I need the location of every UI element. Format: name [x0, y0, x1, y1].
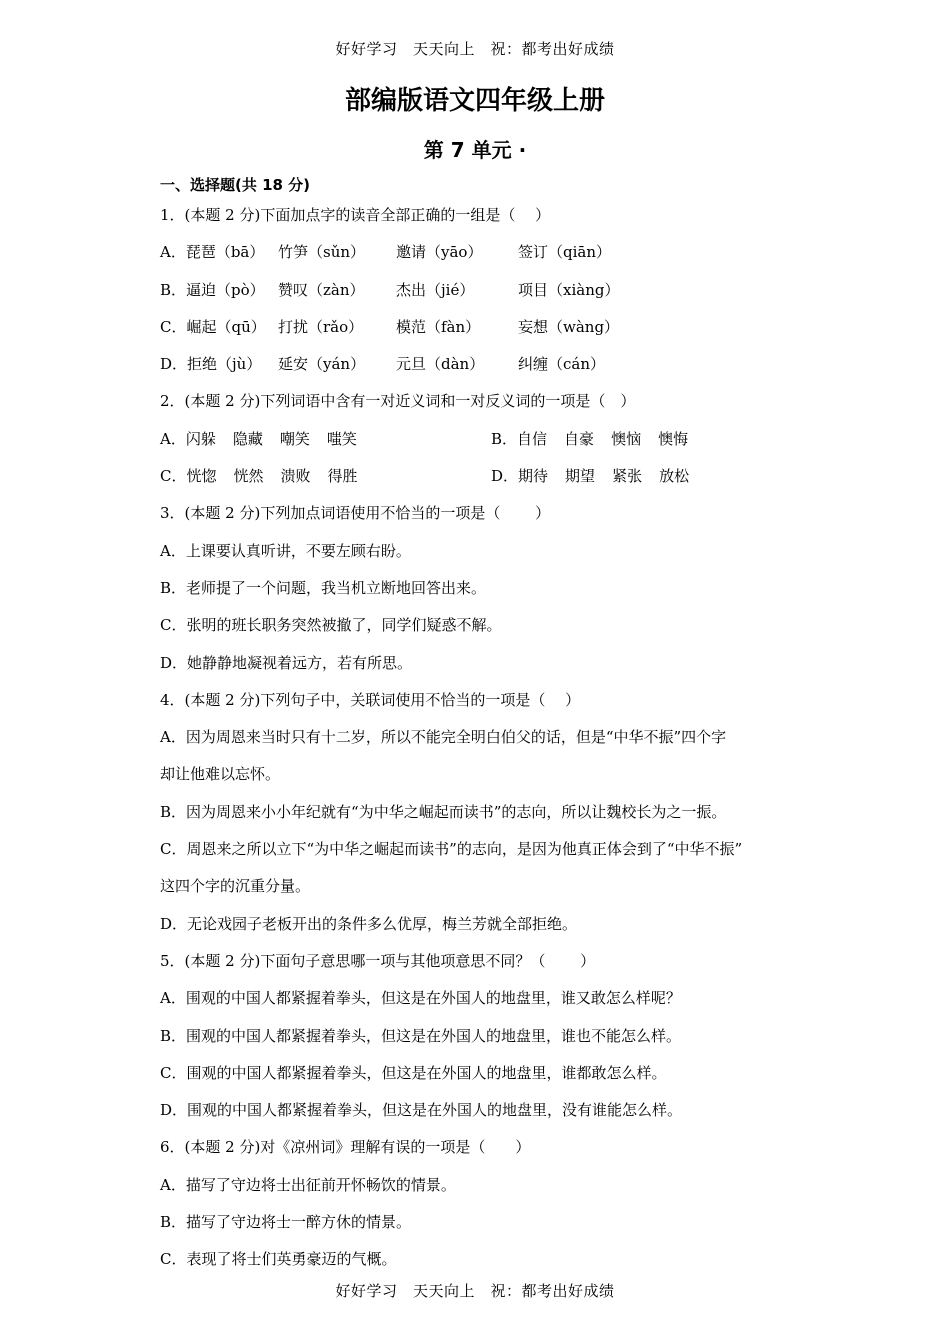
question-3-stem: 3．(本题 2 分)下列加点词语使用不恰当的一项是（ ） — [160, 504, 551, 523]
question-3-option-c: C．张明的班长职务突然被撤了，同学们疑惑不解。 — [160, 616, 502, 635]
question-list — [160, 197, 800, 1279]
question-1-option-a — [160, 234, 800, 271]
option-cell: C．崛起（qū） — [160, 317, 266, 336]
question-1-option-b — [160, 272, 800, 309]
page-footer: 好好学习 天天向上 祝：都考出好成绩 — [335, 1282, 615, 1300]
option-label: A． — [160, 429, 186, 448]
option-word: 期望 — [565, 467, 596, 486]
question-2-option-a — [160, 421, 491, 458]
page-header: 好好学习 天天向上 祝：都考出好成绩 — [335, 40, 615, 58]
option-word: 嗤笑 — [326, 429, 357, 448]
question-5-option-b: B．围观的中国人都紧握着拳头，但这是在外国人的地盘里，谁也不能怎么样。 — [160, 1026, 682, 1045]
option-cell: 延安（yán） — [278, 355, 366, 374]
option-word: 恍惚 — [186, 467, 217, 486]
question-1-stem: 1．(本题 2 分)下面加点字的读音全部正确的一组是（ ） — [160, 206, 551, 224]
question-2-options-cd — [160, 458, 800, 495]
question-3-option-d: D．她静静地凝视着远方，若有所思。 — [160, 653, 413, 672]
question-6-option-c: C．表现了将士们英勇豪迈的气概。 — [160, 1250, 397, 1269]
option-word: 期待 — [518, 467, 549, 486]
option-word: 溃败 — [280, 467, 311, 486]
option-cell: 纠缠（cán） — [518, 355, 606, 374]
question-4-option-a-cont: 却让他难以忘怀。 — [160, 765, 281, 784]
section-heading: 一、选择题(共 18 分) — [160, 176, 311, 194]
question-2-option-b — [491, 421, 688, 458]
option-word: 自信 — [517, 429, 548, 448]
option-cell: 妄想（wàng） — [518, 317, 620, 336]
option-cell: 项目（xiàng） — [518, 280, 620, 299]
option-label: C． — [160, 467, 187, 486]
question-5-stem: 5．(本题 2 分)下面句子意思哪一项与其他项意思不同？（ ） — [160, 951, 596, 970]
option-cell: A．琵琶（bā） — [160, 243, 265, 262]
option-cell: 打扰（rǎo） — [278, 317, 364, 336]
option-cell: 竹笋（sǔn） — [278, 243, 366, 262]
question-4-option-d: D．无论戏园子老板开出的条件多么优厚，梅兰芳就全部拒绝。 — [160, 914, 578, 933]
question-5-option-d: D．围观的中国人都紧握着拳头，但这是在外国人的地盘里，没有谁能怎么样。 — [160, 1101, 683, 1120]
question-3-option-a: A．上课要认真听讲，不要左顾右盼。 — [160, 541, 411, 560]
question-6-option-a: A．描写了守边将士出征前开怀畅饮的情景。 — [160, 1175, 456, 1194]
question-4-stem: 4．(本题 2 分)下列句子中，关联词使用不恰当的一项是（ ） — [160, 690, 581, 709]
question-3-option-b: B．老师提了一个问题，我当机立断地回答出来。 — [160, 578, 487, 597]
option-word: 懊恼 — [611, 429, 642, 448]
question-4-option-a: A．因为周恩来当时只有十二岁，所以不能完全明白伯父的话，但是“中华不振”四个字 — [160, 728, 727, 747]
option-word: 自豪 — [564, 429, 595, 448]
option-label: B． — [491, 429, 518, 448]
option-word: 嘲笑 — [279, 429, 310, 448]
option-word: 懊悔 — [658, 429, 689, 448]
question-4-option-c-cont: 这四个字的沉重分量。 — [160, 877, 311, 896]
option-label: D． — [491, 467, 519, 486]
question-6-stem: 6．(本题 2 分)对《凉州词》理解有误的一项是（ ） — [160, 1138, 531, 1157]
option-cell: 赞叹（zàn） — [278, 280, 365, 299]
option-word: 恍然 — [233, 467, 264, 486]
question-2-option-d — [491, 458, 689, 495]
question-5-option-a: A．围观的中国人都紧握着拳头，但这是在外国人的地盘里，谁又敢怎么样呢？ — [160, 989, 681, 1008]
option-cell: 邀请（yāo） — [396, 243, 483, 262]
unit-title: 第 7 单元 · — [423, 138, 527, 162]
question-2-options-ab — [160, 421, 800, 458]
option-word: 闪躲 — [185, 429, 216, 448]
option-word: 紧张 — [612, 467, 643, 486]
option-cell: 模范（fàn） — [396, 317, 481, 336]
question-4-option-b: B．因为周恩来小小年纪就有“为中华之崛起而读书”的志向，所以让魏校长为之一振。 — [160, 802, 727, 821]
question-5-option-c: C．围观的中国人都紧握着拳头，但这是在外国人的地盘里，谁都敢怎么样。 — [160, 1063, 667, 1082]
question-4-option-c: C．周恩来之所以立下“为中华之崛起而读书”的志向，是因为他真正体会到了“中华不振” — [160, 840, 743, 859]
question-2-option-c — [160, 458, 491, 495]
option-word: 得胜 — [327, 467, 358, 486]
option-cell: B．逼迫（pò） — [160, 280, 265, 299]
option-cell: D．拒绝（jù） — [160, 355, 262, 374]
page-title: 部编版语文四年级上册 — [344, 86, 605, 116]
option-cell: 杰出（jié） — [396, 280, 475, 299]
question-2-stem: 2．(本题 2 分)下列词语中含有一对近义词和一对反义词的一项是（ ） — [160, 392, 636, 411]
question-1-option-d — [160, 346, 800, 383]
option-word: 隐藏 — [232, 429, 263, 448]
option-cell: 签订（qiān） — [518, 243, 612, 262]
question-1-option-c — [160, 309, 800, 346]
question-6-option-b: B．描写了守边将士一醉方休的情景。 — [160, 1213, 412, 1232]
option-word: 放松 — [659, 467, 690, 486]
option-cell: 元旦（dàn） — [396, 355, 485, 374]
